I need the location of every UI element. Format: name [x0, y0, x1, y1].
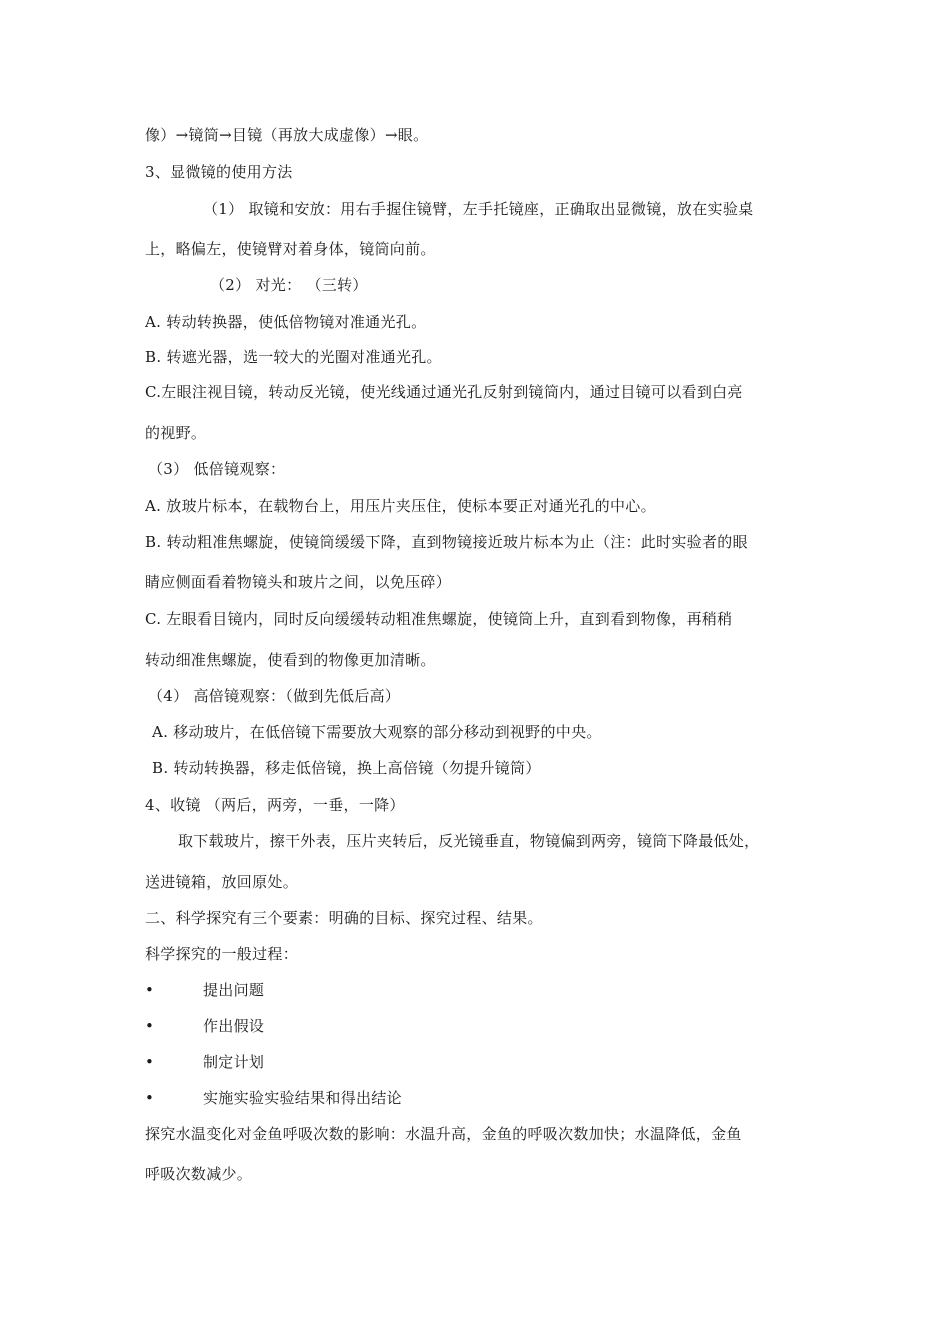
- subsection-heading: （2） 对光： （三转）: [210, 276, 368, 294]
- text-line: C. 左眼看目镜内，同时反向缓缓转动粗准焦螺旋，使镜筒上升，直到看到物像，再稍稍: [145, 610, 733, 628]
- text-line: C.左眼注视目镜，转动反光镜，使光线通过通光孔反射到镜筒内，通过目镜可以看到白亮: [145, 383, 743, 401]
- bullet-marker: •: [145, 1089, 154, 1107]
- text-line: 科学探究的一般过程：: [145, 945, 299, 963]
- text-line: B. 转遮光器，选一较大的光圈对准通光孔。: [145, 348, 442, 366]
- text-line: B. 转动转换器，移走低倍镜，换上高倍镜（勿提升镜筒）: [152, 759, 541, 777]
- subsection-heading: （3） 低倍镜观察：: [148, 460, 286, 478]
- text-line: 呼吸次数减少。: [145, 1165, 253, 1183]
- text-line: 的视野。: [145, 424, 207, 442]
- list-item: 作出假设: [203, 1017, 265, 1035]
- list-item: 实施实验实验结果和得出结论: [203, 1089, 402, 1107]
- text-line: 送进镜箱，放回原处。: [145, 873, 299, 891]
- list-item: 提出问题: [203, 981, 265, 999]
- list-item: 制定计划: [203, 1053, 265, 1071]
- text-line: 探究水温变化对金鱼呼吸次数的影响：水温升高，金鱼的呼吸次数加快；水温降低，金鱼: [145, 1125, 742, 1143]
- section-heading: 二、科学探究有三个要素：明确的目标、探究过程、结果。: [145, 909, 543, 927]
- bullet-marker: •: [145, 1053, 154, 1071]
- section-heading: 3、显微镜的使用方法: [145, 163, 293, 181]
- text-line: 像）→镜筒→目镜（再放大成虚像）→眼。: [145, 126, 429, 144]
- text-line: 上，略偏左，使镜臂对着身体，镜筒向前。: [145, 240, 436, 258]
- bullet-marker: •: [145, 981, 154, 999]
- text-line: 取下载玻片，擦干外表，压片夹转后，反光镜垂直，物镜偏到两旁，镜筒下降最低处，: [178, 832, 760, 850]
- text-line: A. 转动转换器，使低倍物镜对准通光孔。: [145, 313, 427, 331]
- text-line: 睛应侧面看着物镜头和玻片之间，以免压碎）: [145, 573, 452, 591]
- section-heading: 4、收镜 （两后，两旁，一垂，一降）: [145, 796, 405, 814]
- text-line: A. 移动玻片，在低倍镜下需要放大观察的部分移动到视野的中央。: [152, 723, 602, 741]
- bullet-marker: •: [145, 1017, 154, 1035]
- text-line: 转动细准焦螺旋，使看到的物像更加清晰。: [145, 651, 436, 669]
- text-line: （1） 取镜和安放：用右手握住镜臂，左手托镜座，正确取出显微镜，放在实验桌: [203, 200, 754, 218]
- text-line: B. 转动粗准焦螺旋，使镜筒缓缓下降，直到物镜接近玻片标本为止（注：此时实验者的眼: [145, 533, 748, 551]
- text-line: A. 放玻片标本，在载物台上，用压片夹压住，使标本要正对通光孔的中心。: [145, 497, 656, 515]
- subsection-heading: （4） 高倍镜观察：（做到先低后高）: [148, 687, 401, 705]
